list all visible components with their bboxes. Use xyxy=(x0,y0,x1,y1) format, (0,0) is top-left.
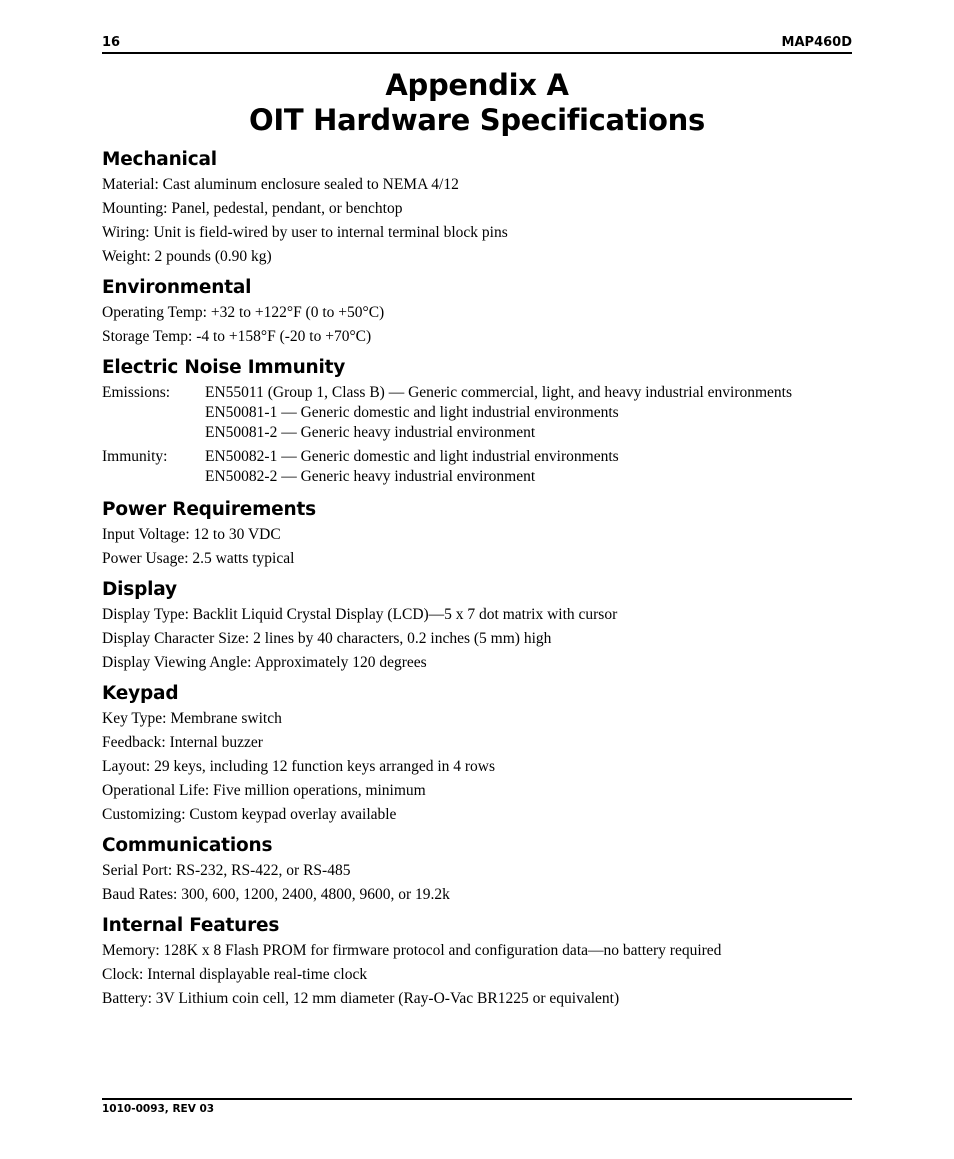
standard-item: EN50081-2 — Generic heavy industrial environment xyxy=(205,424,536,441)
section-keypad xyxy=(102,681,862,827)
section-communications xyxy=(102,833,862,907)
page-number: 16 xyxy=(102,35,121,50)
spec-line: Customizing: Custom keypad overlay available xyxy=(102,806,397,823)
spec-line: Feedback: Internal buzzer xyxy=(102,734,263,751)
section-power-requirements xyxy=(102,497,862,571)
section-environmental xyxy=(102,275,862,349)
section-heading: Electric Noise Immunity xyxy=(102,357,346,378)
spec-line: Battery: 3V Lithium coin cell, 12 mm diameter (Ray-O-Vac BR1225 or equivalent) xyxy=(102,990,620,1007)
spec-line: Operational Life: Five million operations, minimum xyxy=(102,782,426,799)
section-heading: Mechanical xyxy=(102,149,217,170)
running-header xyxy=(102,34,852,54)
standard-item: EN50082-2 — Generic heavy industrial environment xyxy=(205,468,536,485)
spec-line: Storage Temp: -4 to +158°F (-20 to +70°C) xyxy=(102,328,372,345)
title-line-1: Appendix A xyxy=(385,68,569,102)
spec-line: Display Character Size: 2 lines by 40 characters, 0.2 inches (5 mm) high xyxy=(102,630,552,647)
spec-line: Layout: 29 keys, including 12 function keys arranged in 4 rows xyxy=(102,758,496,775)
title-line-2: OIT Hardware Specifications xyxy=(249,103,705,137)
section-internal-features xyxy=(102,913,862,1011)
section-heading: Internal Features xyxy=(102,915,280,936)
spec-line: Material: Cast aluminum enclosure sealed to NEMA 4/12 xyxy=(102,176,459,193)
section-heading: Display xyxy=(102,579,177,600)
spec-line: Clock: Internal displayable real-time clock xyxy=(102,966,368,983)
spec-line: Display Viewing Angle: Approximately 120 degrees xyxy=(102,654,427,671)
page-title xyxy=(102,68,852,138)
section-electric-noise-immunity xyxy=(102,355,862,491)
standard-item: EN50082-1 — Generic domestic and light industrial environments xyxy=(205,448,619,465)
spec-line: Power Usage: 2.5 watts typical xyxy=(102,550,295,567)
section-heading: Keypad xyxy=(102,683,179,704)
spec-line: Key Type: Membrane switch xyxy=(102,710,282,727)
spec-line: Serial Port: RS-232, RS-422, or RS-485 xyxy=(102,862,351,879)
section-heading: Power Requirements xyxy=(102,499,316,520)
spec-line: Wiring: Unit is field-wired by user to internal terminal block pins xyxy=(102,224,508,241)
standard-item: EN55011 (Group 1, Class B) — Generic commercial, light, and heavy industrial environments xyxy=(205,384,793,401)
section-heading: Environmental xyxy=(102,277,252,298)
spec-line: Input Voltage: 12 to 30 VDC xyxy=(102,526,281,543)
immunity-label: Immunity: xyxy=(102,448,168,465)
spec-line: Baud Rates: 300, 600, 1200, 2400, 4800, 9600, or 19.2k xyxy=(102,886,450,903)
emissions-label: Emissions: xyxy=(102,384,171,401)
spec-line: Weight: 2 pounds (0.90 kg) xyxy=(102,248,272,265)
document-number: 1010-0093, REV 03 xyxy=(102,1103,215,1115)
section-heading: Communications xyxy=(102,835,273,856)
section-display xyxy=(102,577,862,675)
spec-line: Memory: 128K x 8 Flash PROM for firmware protocol and configuration data—no battery required xyxy=(102,942,722,959)
section-mechanical xyxy=(102,147,862,269)
noise-standards xyxy=(102,381,862,491)
spec-line: Operating Temp: +32 to +122°F (0 to +50°C) xyxy=(102,304,385,321)
standard-item: EN50081-1 — Generic domestic and light industrial environments xyxy=(205,404,619,421)
spec-line: Display Type: Backlit Liquid Crystal Display (LCD)—5 x 7 dot matrix with cursor xyxy=(102,606,618,623)
spec-line: Mounting: Panel, pedestal, pendant, or benchtop xyxy=(102,200,403,217)
immunity-group xyxy=(102,447,862,487)
emissions-group xyxy=(102,383,862,443)
running-footer xyxy=(102,1098,852,1115)
emissions-items xyxy=(205,383,792,443)
spec-content xyxy=(102,147,862,1011)
document-name: MAP460D xyxy=(781,35,852,50)
immunity-items xyxy=(205,447,619,487)
